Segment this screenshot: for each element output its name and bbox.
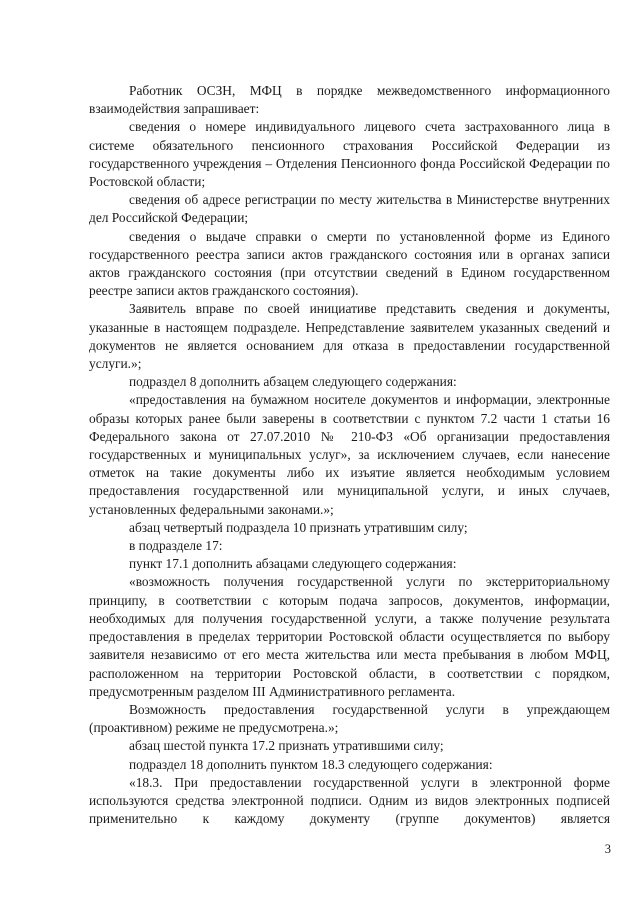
- paragraph-subsection-8: подраздел 8 дополнить абзацем следующего содержания:: [129, 374, 457, 390]
- paragraph-applicant-right: Заявитель вправе по своей инициативе представить сведения и документы, указанные в настоящем подразделе. Непредставление заявителем указанных сведений и документов не является основанием для отказа в предоставлении государственной услуги.»;: [89, 301, 610, 372]
- paragraph-address-request: сведения об адресе регистрации по месту жительства в Министерстве внутренних дел Российской Федерации;: [89, 192, 610, 226]
- document-body: [89, 82, 610, 828]
- paragraph-item-17-1: пункт 17.1 дополнить абзацами следующего содержания:: [129, 556, 457, 572]
- paragraph-death-certificate-request: сведения о выдаче справки о смерти по установленной форме из Единого государственного реестра записи актов гражданского состояния или в органах записи актов гражданского состояния (при отсутствии сведений в Едином государственном реестре записи актов гражданского состояния).: [89, 228, 610, 299]
- paragraph-snils-request: сведения о номере индивидуального лицевого счета застрахованного лица в системе обязательного пенсионного страхования Российской Федерации из государственного учреждения – Отделения Пенсионного фонда Российской Федерации по Ростовской области;: [89, 119, 610, 190]
- paragraph-intro: Работник ОСЗН, МФЦ в порядке межведомственного информационного взаимодействия запрашивает:: [89, 83, 610, 117]
- paragraph-subsection-17: в подразделе 17:: [129, 538, 223, 554]
- paragraph-proactive-mode: Возможность предоставления государственной услуги в упреждающем (проактивном) режиме не предусмотрена.»;: [89, 701, 610, 736]
- paragraph-electronic-signature: «18.3. При предоставлении государственной услуги в электронной форме используются средства электронной подписи. Одним из видов электронных подписей применительно к каждому документу (группе документов) является: [89, 774, 610, 827]
- paragraph-paper-documents: «предоставления на бумажном носителе документов и информации, электронные образы которых ранее были заверены в соответствии с пунктом 7.2 части 1 статьи 16 Федерального закона от 27.07.2010 № 210-ФЗ «Об организации предоставления государственных и муниципальных услуг», за исключением случаев, если нанесение отметок на такие документы либо их изъятие является необходимым условием предоставления государственной или муниципальной услуги, и иных случаев, установленных федеральными законами.»;: [89, 392, 610, 517]
- paragraph-extraterritorial: «возможность получения государственной услуги по экстерриториальному принципу, в соответствии с которым подача запросов, документов, информации, необходимых для получения государственной услуги, а также получение результата предоставления в пределах территории Ростовской области осуществляется по выбору заявителя независимо от его места жительства или места пребывания в любом МФЦ, расположенном на территории Ростовской области, в соответствии с порядком, предусмотренным разделом III Административного регламента.: [89, 574, 610, 699]
- paragraph-item-17-2: абзац шестой пункта 17.2 признать утратившими силу;: [129, 738, 444, 754]
- paragraph-subsection-10: абзац четвертый подраздела 10 признать утратившим силу;: [129, 519, 468, 535]
- paragraph-subsection-18: подраздел 18 дополнить пунктом 18.3 следующего содержания:: [129, 756, 493, 772]
- page-number: 3: [604, 842, 611, 856]
